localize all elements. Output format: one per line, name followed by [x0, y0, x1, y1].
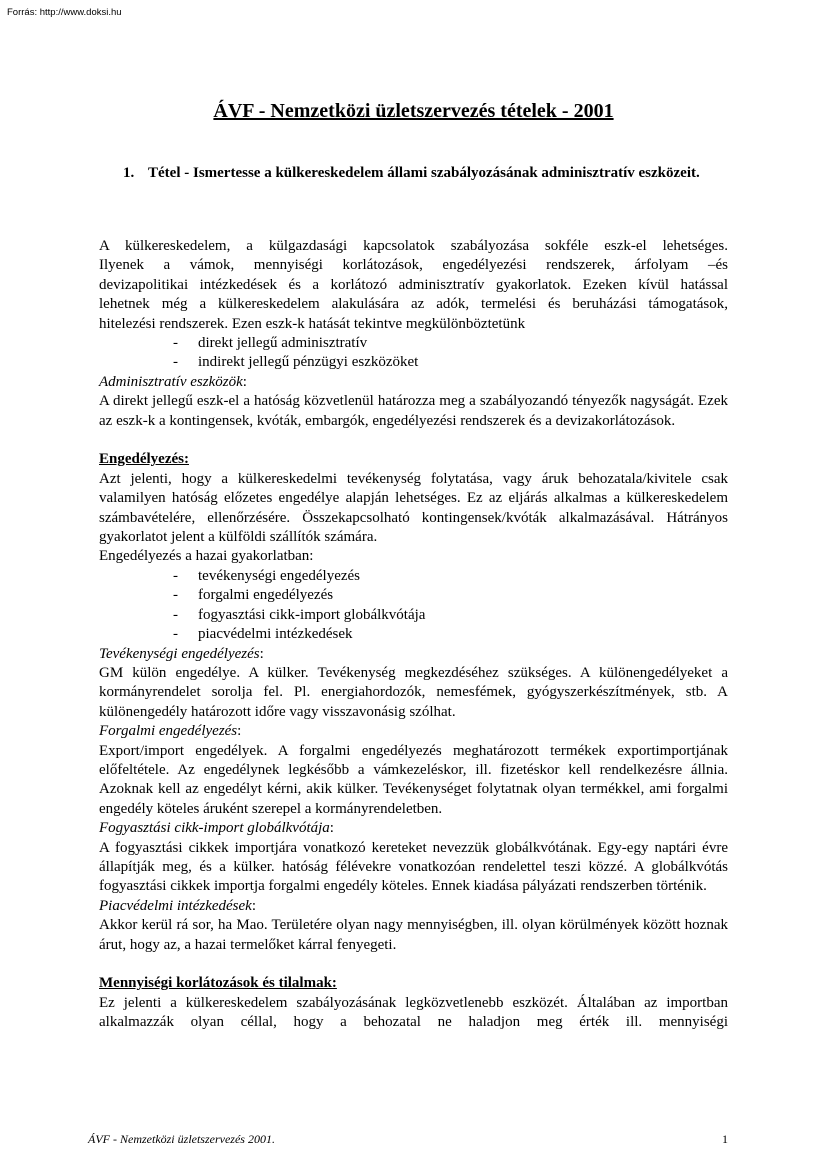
trade-text: Export/import engedélyek. A forgalmi engedélyezés meghatározott termékek exportimportjának előfeltétele. Az engedélynek legkésőbb a vámkezeléskor, ill. fizetéskor kell rendelkezésre állnia. Azoknak kell az engedélyt kérni, akik külker. Tevékenységet folytatnak olyan termékkel, ami forgalmi engedély köteles áruként szerepel a kormányrendeletben. — [99, 742, 728, 817]
protect-text: Akkor kerül rá sor, ha Mao. Területére olyan nagy mennyiségben, ill. olyan körülmények között hoznak árut, hogy az, a hazai termelőket kárral fenyegeti. — [99, 917, 728, 953]
list-item: - fogyasztási cikk-import globálkvótája — [99, 606, 728, 625]
activity-text: GM külön engedélye. A külker. Tevékenység megkezdéséhez szükséges. A különengedélyeket a kormányrendelet sorolja fel. Pl. energiahordozók, nemesfémek, gyógyszerkészítmények, stb. A különengedély határozott időre vagy visszavonásig szólhat. — [99, 664, 728, 720]
intro-line: hitelezési rendszerek. Ezen eszk-k hatását tekintve megkülönböztetünk — [99, 315, 526, 332]
list-item: - piacvédelmi intézkedések — [99, 625, 728, 644]
footer-text: ÁVF - Nemzetközi üzletszervezés 2001. — [88, 1132, 275, 1146]
list-item: - forgalmi engedélyezés — [99, 586, 728, 605]
bullet-dash: - — [173, 587, 178, 604]
trade-heading: Forgalmi engedélyezés: — [99, 723, 242, 740]
bullet-dash: - — [173, 354, 178, 371]
admin-text: A direkt jellegű eszk-el a hatóság közvetlenül határozza meg a szabályozandó tényezők nagyságát. Ezek az eszk-k a kontingensek, kvóták, embargók, engedélyezési rendszerek és a devizakorlátozások. — [99, 393, 728, 429]
licensing-practice-label: Engedélyezés a hazai gyakorlatban: — [99, 548, 314, 565]
bullet-dash: - — [173, 626, 178, 643]
activity-heading: Tevékenységi engedélyezés: — [99, 645, 264, 662]
list-item: - direkt jellegű adminisztratív — [99, 334, 728, 353]
quota-text: A fogyasztási cikkek importjára vonatkozó kereteket nevezzük globálkvótának. Egy-egy naptári évre állapítják meg, és a külker. hatóság félévekre vonatkozóan rendelettel teszi közzé. A globálkvótás fogyasztási cikkek importja forgalmi engedély köteles. Ennek kiadása pályázati rendszerben történik. — [99, 839, 728, 895]
question-heading — [123, 163, 728, 183]
source-label: Forrás: http://www.doksi.hu — [7, 7, 122, 18]
intro-list — [99, 334, 728, 373]
bullet-dash: - — [173, 606, 178, 623]
page-number: 1 — [722, 1132, 728, 1146]
page-title: ÁVF - Nemzetközi üzletszervezés tételek - 2001 — [213, 100, 614, 122]
intro-line: Ilyenek a vámok, mennyiségi korlátozások, engedélyezési rendszerek, árfolyam –és — [99, 257, 728, 274]
question-text: Tétel - Ismertesse a külkereskedelem állami szabályozásának adminisztratív eszközeit. — [148, 165, 700, 181]
bullet-dash: - — [173, 335, 178, 352]
quant-heading: Mennyiségi korlátozások és tilalmak: — [99, 975, 337, 992]
page-footer — [88, 1131, 728, 1147]
admin-heading: Adminisztratív eszközök: — [99, 373, 247, 390]
licensing-list — [99, 567, 728, 645]
list-item: - tevékenységi engedélyezés — [99, 567, 728, 586]
protect-heading: Piacvédelmi intézkedések: — [99, 897, 257, 914]
licensing-text: Azt jelenti, hogy a külkereskedelmi tevékenység folytatása, vagy áruk behozatala/kivitele csak valamilyen hatóság előzetes engedélye alapján lehetséges. Ez az eljárás alkalmas a külkereskedelem számbavételére, ellenőrzésére. Összekapcsolható kontingensek/kvóták alkalmazásával. Hátrányos gyakorlatot jelent a külföldi szállítók számára. — [99, 470, 728, 546]
list-item: - indirekt jellegű pénzügyi eszközöket — [99, 353, 728, 372]
intro-line: A külkereskedelem, a külgazdasági kapcsolatok szabályozása sokféle eszk-el lehetséges. — [99, 238, 728, 254]
licensing-heading: Engedélyezés: — [99, 451, 189, 468]
bullet-dash: - — [173, 567, 178, 584]
intro-line: devizapolitikai intézkedések és a korlátozó adminisztratív gyakorlatok. Ezeken kívül hatással — [99, 276, 728, 293]
question-number: 1. — [123, 165, 135, 181]
intro-line: lehetnek még a külkereskedelem alakulására az adók, termelési és beruházási támogatások, — [99, 296, 728, 313]
document-body — [99, 237, 728, 1033]
quota-heading: Fogyasztási cikk-import globálkvótája: — [99, 820, 334, 837]
quant-text: Ez jelenti a külkereskedelem szabályozásának legközvetlenebb eszközét. Általában az importban alkalmazzák olyan céllal, hogy a behozatal ne haladjon meg érték ill. mennyiségi — [99, 994, 728, 1031]
